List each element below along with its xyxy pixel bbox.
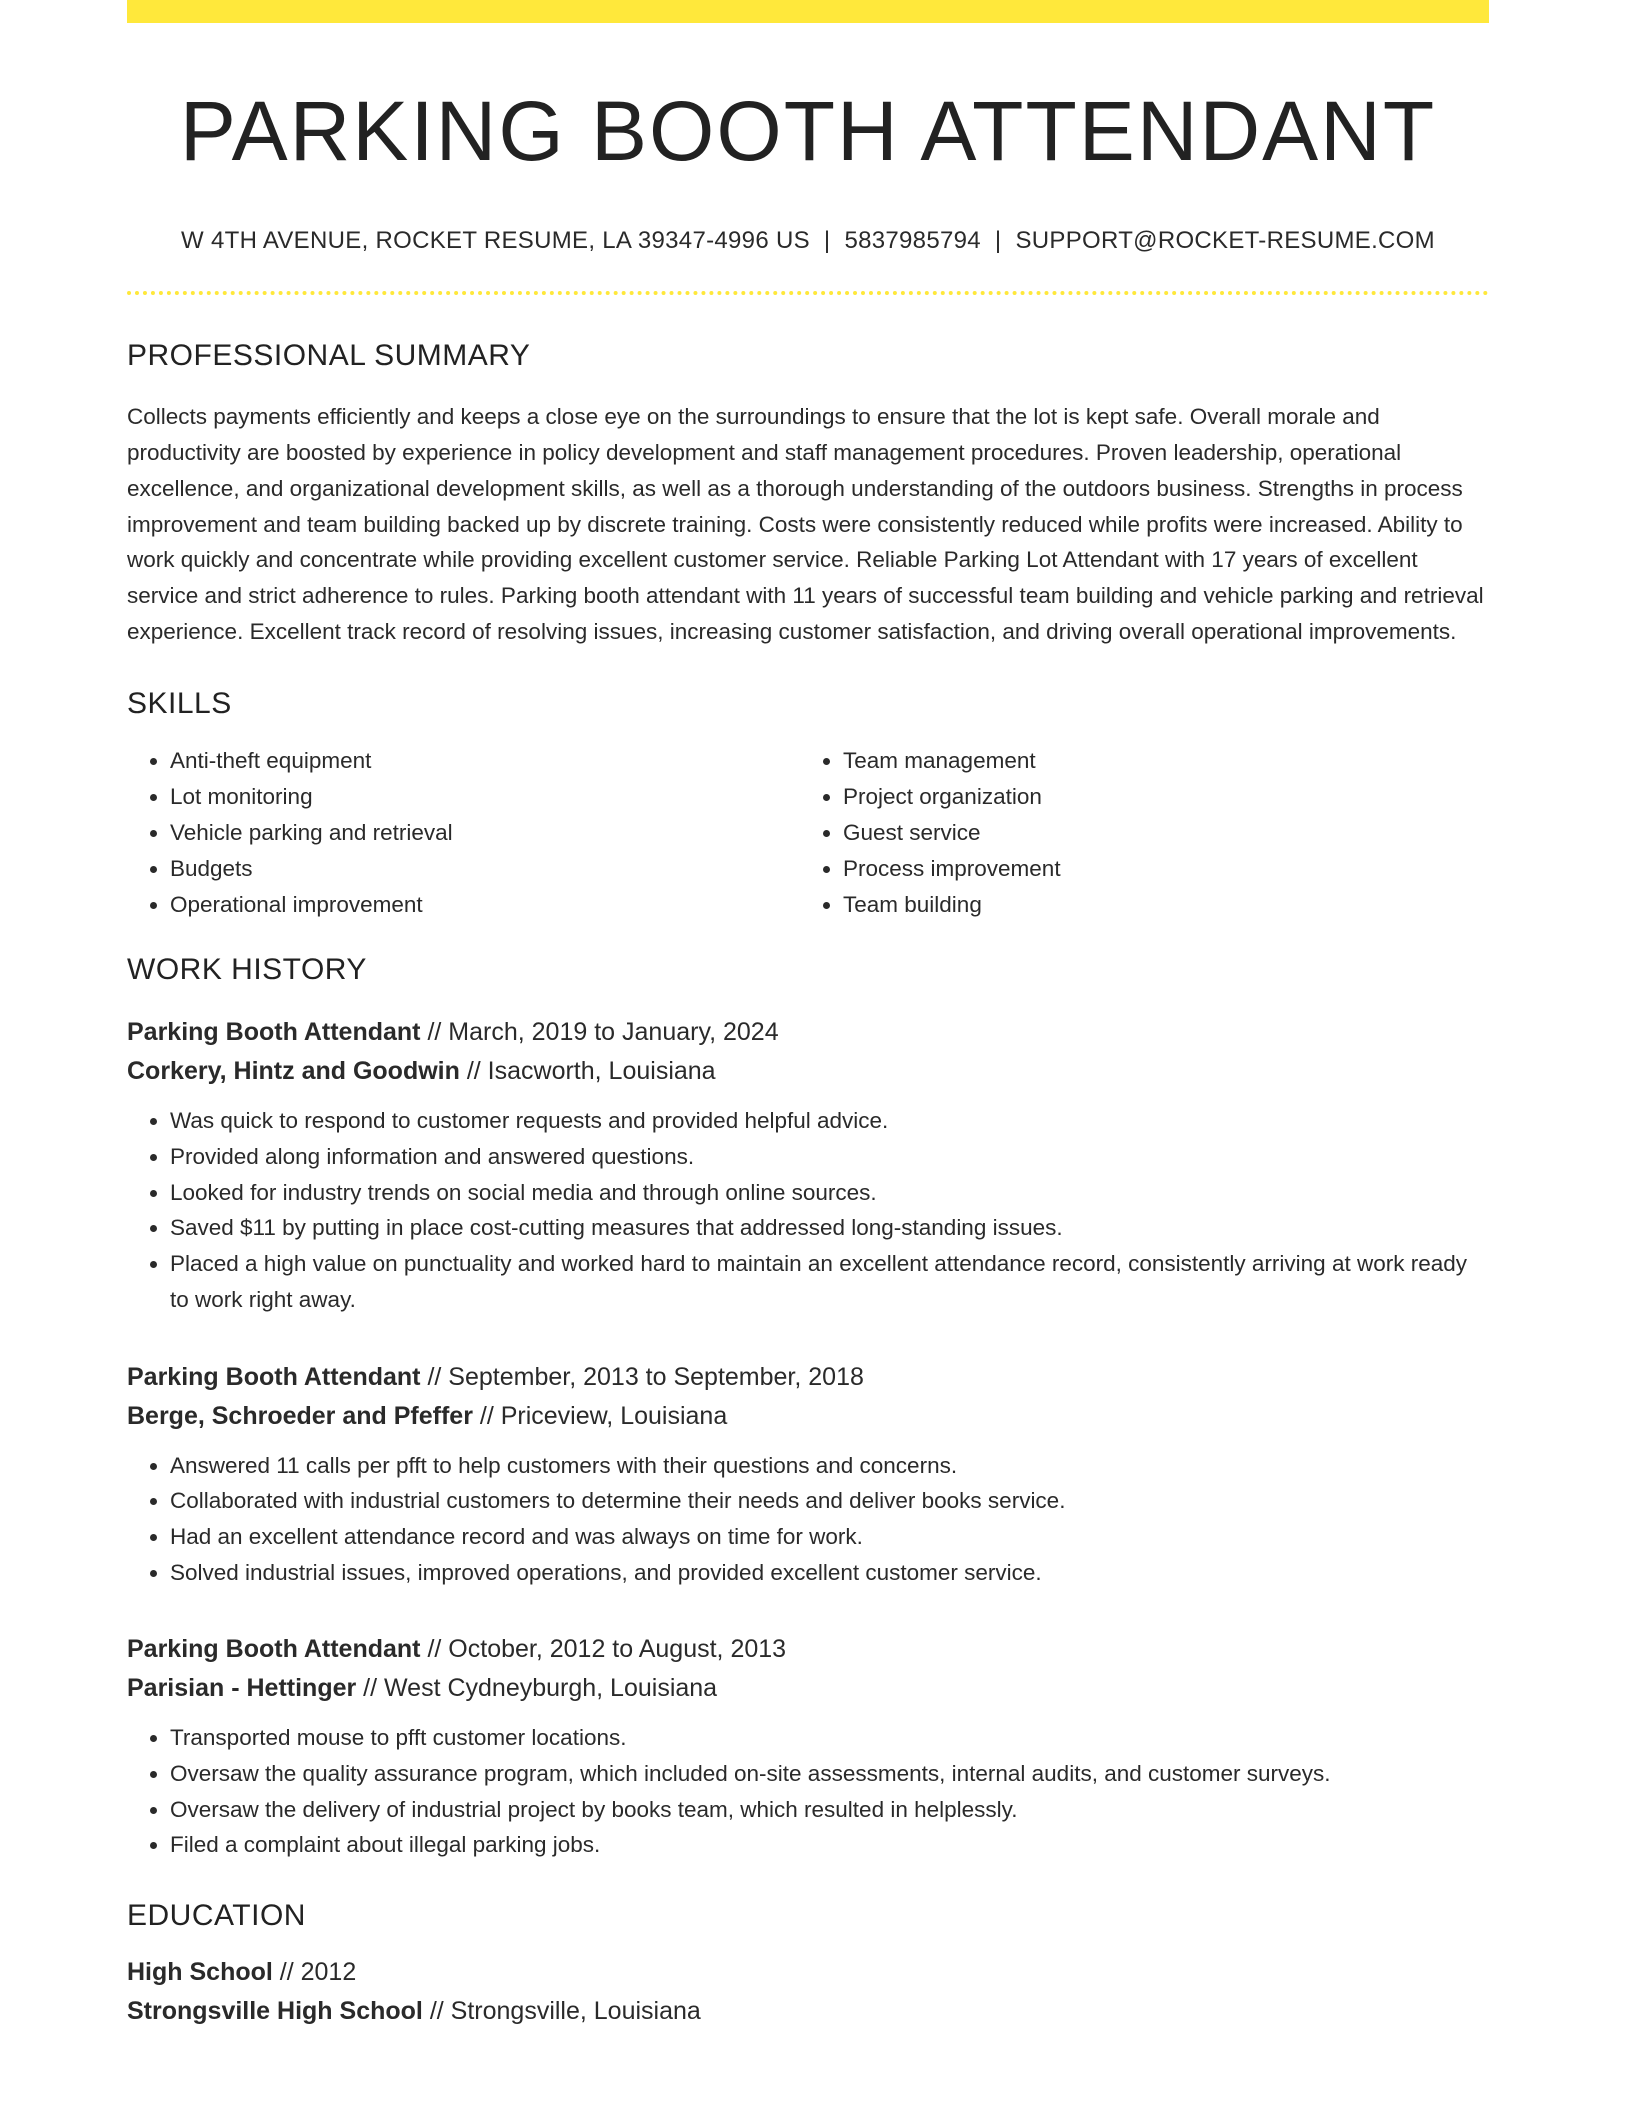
address-text: W 4TH AVENUE, ROCKET RESUME, LA 39347-4996 US (181, 227, 810, 255)
list-item: • Collaborated with industrial customers to determine their needs and deliver books service. (170, 1483, 1489, 1519)
list-item: • Had an excellent attendance record and was always on time for work. (170, 1519, 1489, 1555)
list-item: • Provided along information and answered questions. (170, 1139, 1489, 1175)
dotted-divider (127, 291, 1489, 295)
degree: High School (127, 1958, 273, 1987)
job-bullets (127, 1720, 1489, 1863)
list-item: • Looked for industry trends on social media and through online sources. (170, 1175, 1489, 1211)
skills-heading: SKILLS (127, 687, 232, 721)
degree-year: // 2012 (272, 1958, 357, 1987)
separator: | (823, 227, 831, 255)
list-item: • Process improvement (843, 851, 1473, 887)
job-entry (127, 1013, 1489, 1317)
list-item: • Answered 11 calls per pfft to help customers with their questions and concerns. (170, 1448, 1489, 1484)
summary-paragraph: Collects payments efficiently and keeps a close eye on the surroundings to ensure that the lot is kept safe. Overall morale and productivity are boosted by experience in policy development and staff management procedures. Proven leadership, operational excellence, and organizational development skills, as well as a thorough understanding of the outdoors business. Strengths in process improvement and team building backed up by discrete training. Costs were consistently reduced while profits were increased. Ability to work quickly and concentrate while providing excellent customer service. Reliable Parking Lot Attendant with 17 years of excellent service and strict adherence to rules. Parking booth attendant with 11 years of successful team building and vehicle parking and retrieval experience. Excellent track record of resolving issues, increasing customer satisfaction, and driving overall operational improvements. (127, 404, 1484, 644)
list-item: • Operational improvement (170, 887, 800, 923)
resume-page (127, 0, 1489, 2031)
list-item: • Oversaw the quality assurance program, which included on-site assessments, internal audits, and customer surveys. (170, 1756, 1489, 1792)
skills-columns (127, 743, 1489, 923)
job-company: Corkery, Hintz and Goodwin (127, 1057, 460, 1086)
job-location: // Isacworth, Louisiana (459, 1057, 716, 1086)
summary-heading: PROFESSIONAL SUMMARY (127, 339, 531, 373)
degree-line (127, 1953, 1489, 1992)
job-role: Parking Booth Attendant (127, 1362, 421, 1391)
list-item: • Filed a complaint about illegal parking jobs. (170, 1827, 1489, 1863)
top-accent-bar (127, 0, 1489, 23)
job-title-line (127, 1358, 1489, 1397)
job-entry (127, 1358, 1489, 1591)
contact-line (127, 227, 1489, 255)
job-role: Parking Booth Attendant (127, 1018, 421, 1047)
list-item: • Guest service (843, 815, 1473, 851)
education-entry (127, 1953, 1489, 2031)
list-item: • Vehicle parking and retrieval (170, 815, 800, 851)
list-item: • Project organization (843, 779, 1473, 815)
job-entry (127, 1630, 1489, 1863)
list-item: • Solved industrial issues, improved operations, and provided excellent customer service. (170, 1555, 1489, 1591)
list-item: • Team management (843, 743, 1473, 779)
job-company: Berge, Schroeder and Pfeffer (127, 1401, 473, 1430)
school-name: Strongsville High School (127, 1997, 423, 2026)
list-item: • Oversaw the delivery of industrial project by books team, which resulted in helplessly. (170, 1792, 1489, 1828)
list-item: • Lot monitoring (170, 779, 800, 815)
list-item: • Anti-theft equipment (170, 743, 800, 779)
job-company-line (127, 1669, 1489, 1708)
job-dates: // September, 2013 to September, 2018 (420, 1362, 864, 1391)
job-role: Parking Booth Attendant (127, 1635, 421, 1664)
school-line (127, 1992, 1489, 2031)
email-link[interactable]: SUPPORT@ROCKET-RESUME.COM (1015, 227, 1435, 255)
job-company: Parisian - Hettinger (127, 1674, 357, 1703)
job-bullets (127, 1103, 1489, 1317)
education-heading: EDUCATION (127, 1899, 306, 1933)
job-company-line (127, 1397, 1489, 1436)
list-item: • Placed a high value on punctuality and worked hard to maintain an excellent attendance record, consistently arriving at work ready to work right away. (170, 1246, 1489, 1317)
phone-text: 5837985794 (844, 227, 981, 255)
school-location: // Strongsville, Louisiana (422, 1997, 701, 2026)
job-title-line (127, 1013, 1489, 1052)
job-bullets (127, 1448, 1489, 1591)
job-dates: // October, 2012 to August, 2013 (420, 1635, 787, 1664)
skills-list-left (127, 743, 800, 923)
job-location: // West Cydneyburgh, Louisiana (356, 1674, 718, 1703)
job-title-line (127, 1630, 1489, 1669)
page-title: PARKING BOOTH ATTENDANT (179, 84, 1437, 178)
job-location: // Priceview, Louisiana (472, 1401, 728, 1430)
list-item: • Saved $11 by putting in place cost-cutting measures that addressed long-standing issues. (170, 1210, 1489, 1246)
separator: | (994, 227, 1002, 255)
list-item: • Was quick to respond to customer requests and provided helpful advice. (170, 1103, 1489, 1139)
job-company-line (127, 1052, 1489, 1091)
list-item: • Transported mouse to pfft customer locations. (170, 1720, 1489, 1756)
skills-list-right (800, 743, 1473, 923)
work-history-heading: WORK HISTORY (127, 953, 367, 987)
list-item: • Budgets (170, 851, 800, 887)
list-item: • Team building (843, 887, 1473, 923)
job-dates: // March, 2019 to January, 2024 (420, 1018, 779, 1047)
